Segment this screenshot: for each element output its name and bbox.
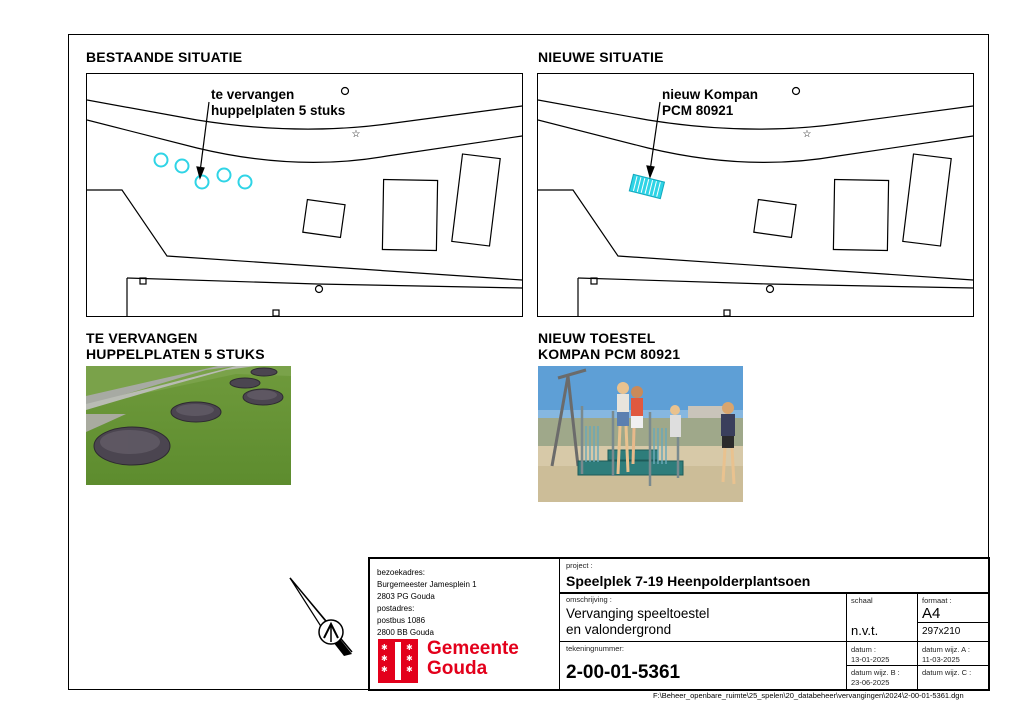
photo-new-heading — [538, 330, 680, 362]
visit-address-line1: Burgemeester Jamesplein 1 — [377, 580, 477, 589]
address-block — [377, 567, 477, 639]
project-value: Speelplek 7-19 Heenpolderplantsoen — [566, 573, 811, 589]
new-situation-heading: NIEUWE SITUATIE — [538, 49, 664, 65]
org-name-line2: Gouda — [427, 658, 488, 679]
org-name-line1: Gemeente — [427, 638, 519, 659]
revision-c-label: datum wijz. C : — [922, 668, 972, 677]
format-label: formaat : — [922, 596, 952, 605]
file-path: F:\Beheer_openbare_ruimte\25_spelen\20_databeheer\vervangingen\2024\2-00-01-5361.dgn — [653, 691, 964, 700]
project-label: project : — [566, 561, 593, 570]
postal-address-line1: postbus 1086 — [377, 616, 426, 625]
description-line1: Vervanging speeltoestel — [566, 606, 710, 621]
svg-text:✱: ✱ — [381, 665, 388, 674]
scale-value: n.v.t. — [851, 623, 879, 638]
description-label: omschrijving : — [566, 595, 612, 604]
photo-new-play-equipment — [538, 366, 743, 502]
drawing-number-label: tekeningnummer: — [566, 644, 624, 653]
postal-address-label: postadres: — [377, 604, 415, 613]
photo-existing-heading-line1: TE VERVANGEN — [86, 330, 198, 346]
photo-new-heading-line2: KOMPAN PCM 80921 — [538, 346, 681, 362]
revision-a-label: datum wijz. A : — [922, 645, 970, 654]
existing-callout — [211, 87, 345, 119]
svg-text:✱: ✱ — [381, 643, 388, 652]
svg-text:☆: ☆ — [802, 129, 812, 140]
existing-callout-line1: te vervangen — [211, 87, 295, 102]
visit-address-line2: 2803 PG Gouda — [377, 592, 435, 601]
description-line2: en valondergrond — [566, 622, 672, 637]
new-callout — [662, 87, 758, 119]
date-value: 13-01-2025 — [851, 655, 890, 664]
new-callout-line2: PCM 80921 — [662, 103, 734, 118]
format-size: 297x210 — [922, 626, 961, 637]
existing-callout-line2: huppelplaten 5 stuks — [211, 103, 346, 118]
svg-text:☆: ☆ — [351, 129, 361, 140]
new-callout-line1: nieuw Kompan — [662, 87, 759, 102]
svg-text:✱: ✱ — [406, 654, 413, 663]
date-label: datum : — [851, 645, 877, 654]
photo-existing-heading-line2: HUPPELPLATEN 5 STUKS — [86, 346, 265, 362]
gemeente-gouda-logo-icon — [378, 639, 418, 683]
postal-address-line2: 2800 BB Gouda — [377, 628, 434, 637]
north-arrow-icon — [284, 572, 360, 662]
drawing-number-value: 2-00-01-5361 — [566, 662, 681, 683]
scale-label: schaal — [851, 596, 873, 605]
photo-existing-stepping-plates — [86, 366, 291, 485]
new-play-equipment-footprint — [629, 174, 664, 198]
gemeente-gouda-wordmark — [427, 639, 519, 679]
visit-address-label: bezoekadres: — [377, 568, 426, 577]
revision-b-label: datum wijz. B : — [851, 668, 900, 677]
title-block — [368, 557, 990, 691]
format-value: A4 — [922, 605, 941, 622]
photo-new-heading-line1: NIEUW TOESTEL — [538, 330, 656, 346]
svg-text:✱: ✱ — [381, 654, 388, 663]
revision-b-value: 23-06-2025 — [851, 678, 890, 687]
description-value — [566, 606, 709, 638]
svg-text:✱: ✱ — [406, 665, 413, 674]
existing-situation-heading: BESTAANDE SITUATIE — [86, 49, 243, 65]
svg-text:✱: ✱ — [406, 643, 413, 652]
photo-existing-heading — [86, 330, 265, 362]
revision-a-value: 11-03-2025 — [922, 655, 960, 664]
